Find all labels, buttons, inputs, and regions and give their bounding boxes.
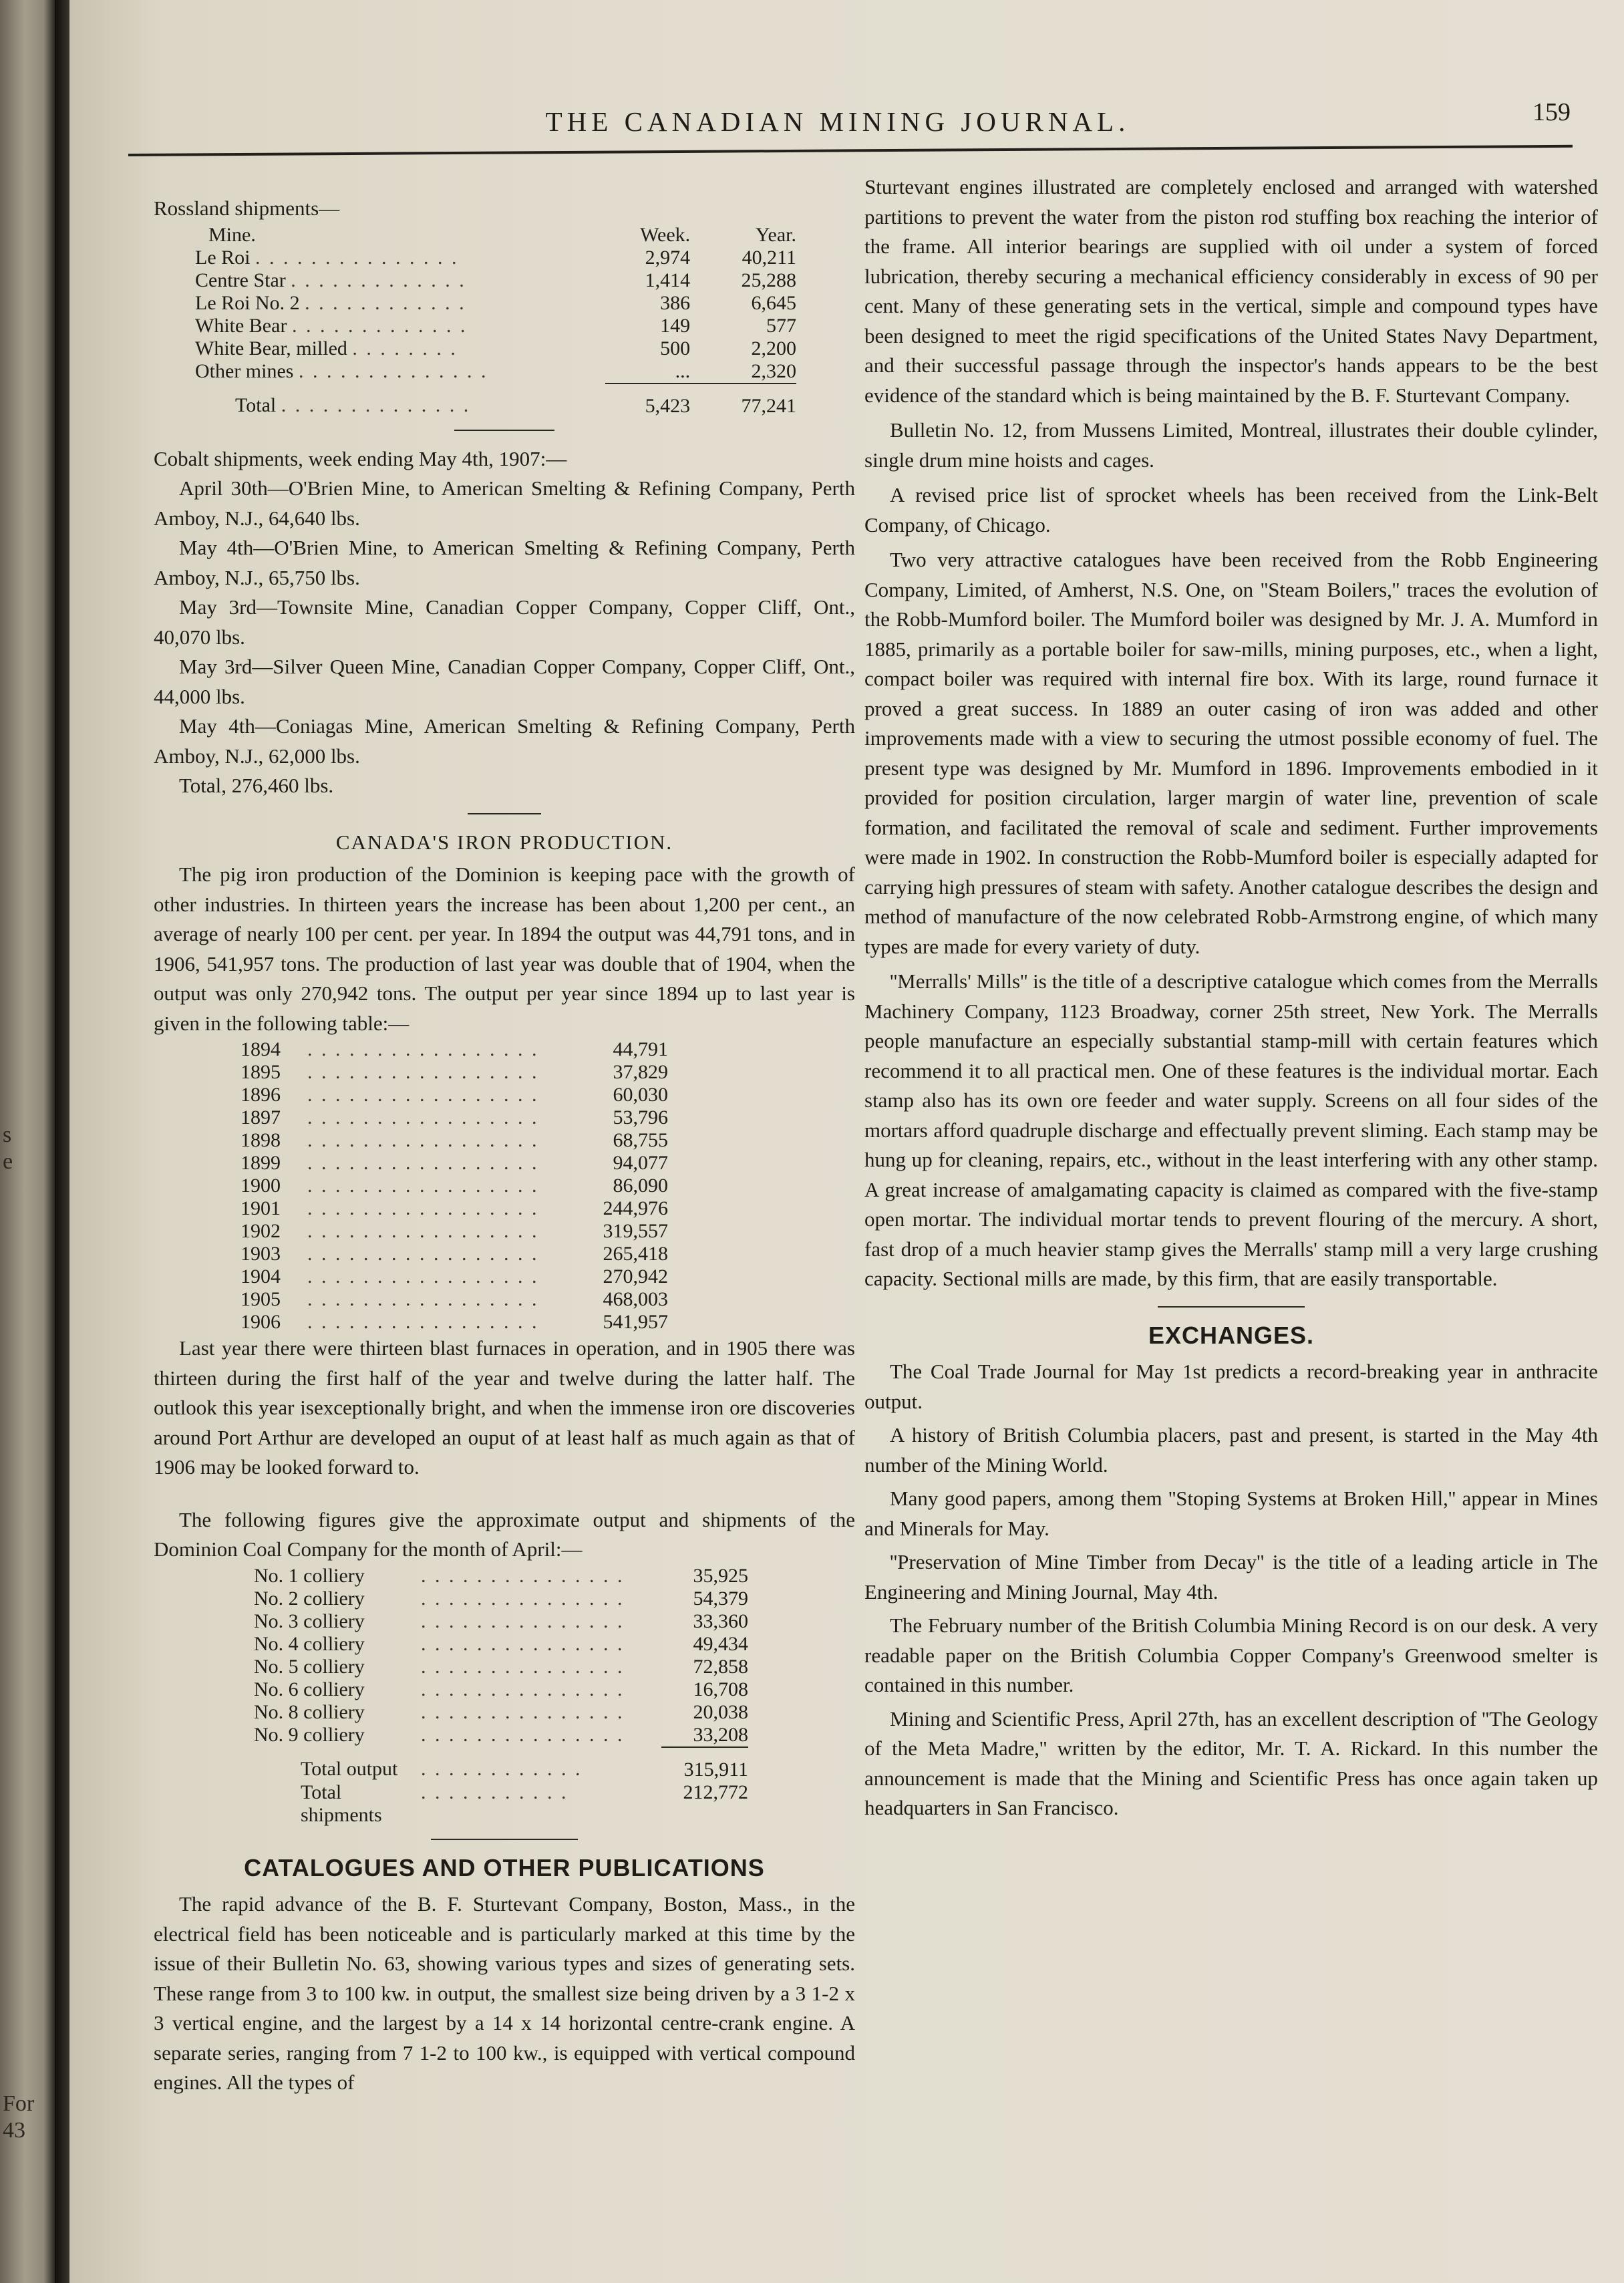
table-row: 1896 . . . . . . . . . . . . . . . . . 60,030	[240, 1084, 668, 1106]
catalogues-title: CATALOGUES AND OTHER PUBLICATIONS	[244, 1853, 765, 1881]
margin-fragment: e	[3, 1149, 13, 1174]
table-row: No. 2 colliery . . . . . . . . . . . . . . . 54,379	[254, 1587, 748, 1610]
table-row: White Bear, milled . . . . . . . . 500 2,200	[195, 337, 796, 359]
iron-title: CANADA'S IRON PRODUCTION.	[335, 830, 673, 854]
table-row: Other mines . . . . . . . . . . . . . . ... 2,320	[195, 359, 796, 382]
catalogues-paragraph: Bulletin No. 12, from Mussens Limited, Montreal, illustrates their double cylinder, single drum mine hoists and cages.	[864, 418, 1598, 472]
table-row: White Bear . . . . . . . . . . . . . 149 577	[195, 314, 796, 337]
table-row: 1904 . . . . . . . . . . . . . . . . . 270,942	[240, 1265, 668, 1287]
exchanges-paragraph: Many good papers, among them ''Stoping Systems at Broken Hill,'' appear in Mines and Minerals for May.	[864, 1487, 1598, 1540]
table-row: 1898 . . . . . . . . . . . . . . . . . 68,755	[240, 1129, 668, 1151]
table-row: 1895 . . . . . . . . . . . . . . . . . 37,829	[240, 1061, 668, 1083]
table-row: Centre Star . . . . . . . . . . . . . 1,414 25,288	[195, 269, 796, 291]
col-header-week: Week.	[640, 223, 691, 246]
table-row: No. 5 colliery . . . . . . . . . . . . . . . 72,858	[254, 1655, 748, 1678]
catalogues-paragraph: The rapid advance of the B. F. Sturtevant Company, Boston, Mass., in the electrical field has been noticeable and is particularly marked at this time by the issue of their Bulletin No. 63, showing various types and sizes of generating sets. These range from 3 to 100 kw. in output, the smallest size being driven by a 3 1-2 x 3 vertical engine, and the largest by a 14 x 14 horizontal centre-crank engine. A separate series, ranging from 7 1-2 to 100 kw., is equipped with vertical compound engines. All the types of	[154, 1892, 855, 2094]
section-divider	[431, 1839, 578, 1840]
table-total-row: Total . . . . . . . . . . . . . . 5,423 77,241	[195, 384, 796, 418]
page-number: 159	[1532, 98, 1571, 126]
exchanges-paragraph: The February number of the British Columbia Mining Record is on our desk. A very readable paper on the British Columbia Copper Company's Greenwood smelter is contained in this number.	[864, 1614, 1598, 1696]
iron-table	[240, 1038, 668, 1334]
rossland-heading: Rossland shipments—	[154, 196, 340, 220]
rossland-table	[195, 224, 796, 418]
table-row: 1899 . . . . . . . . . . . . . . . . . 94,077	[240, 1152, 668, 1174]
cobalt-entry: May 4th—O'Brien Mine, to American Smelting & Refining Company, Perth Amboy, N.J., 65,750 lbs.	[154, 536, 855, 589]
cobalt-entry: April 30th—O'Brien Mine, to American Smelting & Refining Company, Perth Amboy, N.J., 64,640 lbs.	[154, 476, 855, 530]
margin-fragment: For	[3, 2091, 35, 2116]
catalogues-paragraph: ''Merralls' Mills'' is the title of a descriptive catalogue which comes from the Merralls Machinery Company, 1123 Broadway, corner 25th street, New York. The Merralls people manufacture an especially substantial stamp-mill with certain features which recommend it to all practical men. One of these features is the individual mortar. Each stamp also has its own ore feeder and water supply. Screens on all four sides of the mortars afford quadruple discharge and effectually prevent sliming. Each stamp may be hung up for cleaning, repairs, etc., without in the least interfering with any other stamp. A great increase of amalgamating capacity is claimed as compared with the five-stamp open mortar. The individual mortar tends to prevent flouring of the mercury. A short, fast drop of a much heavier stamp gives the Merralls' stamp mill a very large crushing capacity. Sectional mills are made, by this firm, that are easily transportable.	[864, 969, 1598, 1290]
catalogues-paragraph: Two very attractive catalogues have been received from the Robb Engineering Company, Limited, of Amherst, N.S. One, on ''Steam Boilers,'' traces the evolution of the Robb-Mumford boiler. The Mumford boiler was designed by Mr. J. A. Mumford in 1885, primarily as a portable boiler for saw-mills, mining purposes, etc., when a light, compact boiler was required with internal fire box. With its large, round furnace it proved a great success. In 1889 an outer casing of iron was added and other improvements made with a view to securing the utmost possible economy of fuel. The present type was designed by Mr. Mumford in 1896. Improvements embodied in it provided for position circulation, larger margin of water line, prevention of scale formation, and facilitated the removal of scale and sediment. Further improvements were made in 1902. In construction the Robb-Mumford boiler is especially adapted for carrying high pressures of steam with safety. Another catalogue describes the design and method of manufacture of the now celebrated Robb-Armstrong engine, of which many types are made for every variety of duty.	[864, 548, 1598, 958]
header-rule	[128, 145, 1573, 156]
margin-fragment: s	[3, 1122, 12, 1147]
section-divider	[454, 430, 554, 431]
table-row: 1903 . . . . . . . . . . . . . . . . . 265,418	[240, 1243, 668, 1265]
journal-page	[69, 0, 1624, 2283]
right-column	[864, 172, 1598, 1823]
section-divider	[1158, 1306, 1305, 1308]
coal-intro: The following figures give the approximate output and shipments of the Dominion Coal Company for the month of April:—	[154, 1507, 855, 1561]
exchanges-paragraph: Mining and Scientific Press, April 27th, has an excellent description of ''The Geology of the Meta Madre,'' written by the editor, Mr. T. A. Rickard. In this number the announcement is made that the Mining and Scientific Press has once again taken up headquarters in San Francisco.	[864, 1706, 1598, 1819]
margin-fragment: 43	[3, 2118, 25, 2143]
table-row: 1905 . . . . . . . . . . . . . . . . . 468,003	[240, 1288, 668, 1310]
table-row: No. 4 colliery . . . . . . . . . . . . . . . 49,434	[254, 1632, 748, 1655]
table-total-row: Total output . . . . . . . . . . . . 315,911	[254, 1747, 748, 1781]
table-row: 1894 . . . . . . . . . . . . . . . . . 44,791	[240, 1038, 668, 1060]
table-row: Le Roi No. 2 . . . . . . . . . . . . 386 6,645	[195, 291, 796, 314]
table-row: No. 6 colliery . . . . . . . . . . . . . . . 16,708	[254, 1678, 748, 1700]
table-row: No. 3 colliery . . . . . . . . . . . . . . . 33,360	[254, 1610, 748, 1632]
table-row: 1897 . . . . . . . . . . . . . . . . . 53,796	[240, 1106, 668, 1128]
section-divider	[468, 813, 541, 814]
iron-intro: The pig iron production of the Dominion is keeping pace with the growth of other industries. In thirteen years the increase has been about 1,200 per cent., an average of nearly 100 per cent. per year. In 1894 the output was 44,791 tons, and in 1906, 541,957 tons. The production of last year was double that of 1904, when the output was only 270,942 tons. The output per year since 1894 up to last year is given in the following table:—	[154, 863, 855, 1035]
table-row: 1902 . . . . . . . . . . . . . . . . . 319,557	[240, 1220, 668, 1242]
table-total-row: Total shipments . . . . . . . . . . . 212,772	[301, 1781, 748, 1826]
cobalt-entry: May 4th—Coniagas Mine, American Smelting & Refining Company, Perth Amboy, N.J., 62,000 lbs.	[154, 714, 855, 768]
col-header-year: Year.	[755, 223, 796, 246]
exchanges-paragraph: A history of British Columbia placers, past and present, is started in the May 4th number of the Mining World.	[864, 1423, 1598, 1477]
book-gutter	[55, 0, 69, 2283]
cobalt-heading: Cobalt shipments, week ending May 4th, 1907:—	[154, 446, 567, 470]
col-header-mine: Mine.	[208, 223, 256, 246]
exchanges-paragraph: The Coal Trade Journal for May 1st predicts a record-breaking year in anthracite output.	[864, 1360, 1598, 1413]
catalogues-paragraph: A revised price list of sprocket wheels has been received from the Link-Belt Company, of Chicago.	[864, 483, 1598, 537]
left-column	[154, 194, 855, 2098]
iron-closing: Last year there were thirteen blast furnaces in operation, and in 1905 there was thirteen during the first half of the year and twelve during the latter half. The outlook this year isexceptionally bright, and when the immense iron ore discoveries around Port Arthur are developed an ouput of at least half as much again as that of 1906 may be looked forward to.	[154, 1336, 855, 1479]
cobalt-entry: May 3rd—Silver Queen Mine, Canadian Copper Company, Copper Cliff, Ont., 44,000 lbs.	[154, 655, 855, 708]
coal-table	[254, 1565, 748, 1827]
table-row: Le Roi . . . . . . . . . . . . . . . 2,974 40,211	[195, 246, 796, 269]
table-row: No. 8 colliery . . . . . . . . . . . . . . . 20,038	[254, 1700, 748, 1723]
facing-page-edge	[0, 0, 55, 2283]
catalogues-paragraph-continued: Sturtevant engines illustrated are completely enclosed and arranged with watershed partitions to prevent the water from the piston rod stuffing box reaching the interior of the frame. All interior bearings are supplied with oil under a system of forced lubrication, thereby securing a mechanical efficiency considerably in excess of 90 per cent. Many of these generating sets in the vertical, simple and compound types have been designed to meet the rigid specifications of the United States Navy Department, and their successful passage through the inspector's hands appears to be the best evidence of the standard which is being maintained by the B. F. Sturtevant Company.	[864, 175, 1598, 407]
table-row: No. 9 colliery . . . . . . . . . . . . . . . 33,208	[254, 1723, 748, 1746]
exchanges-paragraph: ''Preservation of Mine Timber from Decay'' is the title of a leading article in The Engineering and Mining Journal, May 4th.	[864, 1550, 1598, 1604]
table-row: 1906 . . . . . . . . . . . . . . . . . 541,957	[240, 1311, 668, 1333]
running-header: THE CANADIAN MINING JOURNAL.	[545, 106, 1130, 137]
table-row: 1901 . . . . . . . . . . . . . . . . . 244,976	[240, 1197, 668, 1219]
exchanges-title: EXCHANGES.	[1148, 1321, 1315, 1349]
cobalt-total: Total, 276,460 lbs.	[179, 774, 334, 797]
table-row: 1900 . . . . . . . . . . . . . . . . . 86,090	[240, 1175, 668, 1197]
table-row: No. 1 colliery . . . . . . . . . . . . . . . 35,925	[254, 1564, 748, 1587]
cobalt-entry: May 3rd—Townsite Mine, Canadian Copper Company, Copper Cliff, Ont., 40,070 lbs.	[154, 595, 855, 649]
